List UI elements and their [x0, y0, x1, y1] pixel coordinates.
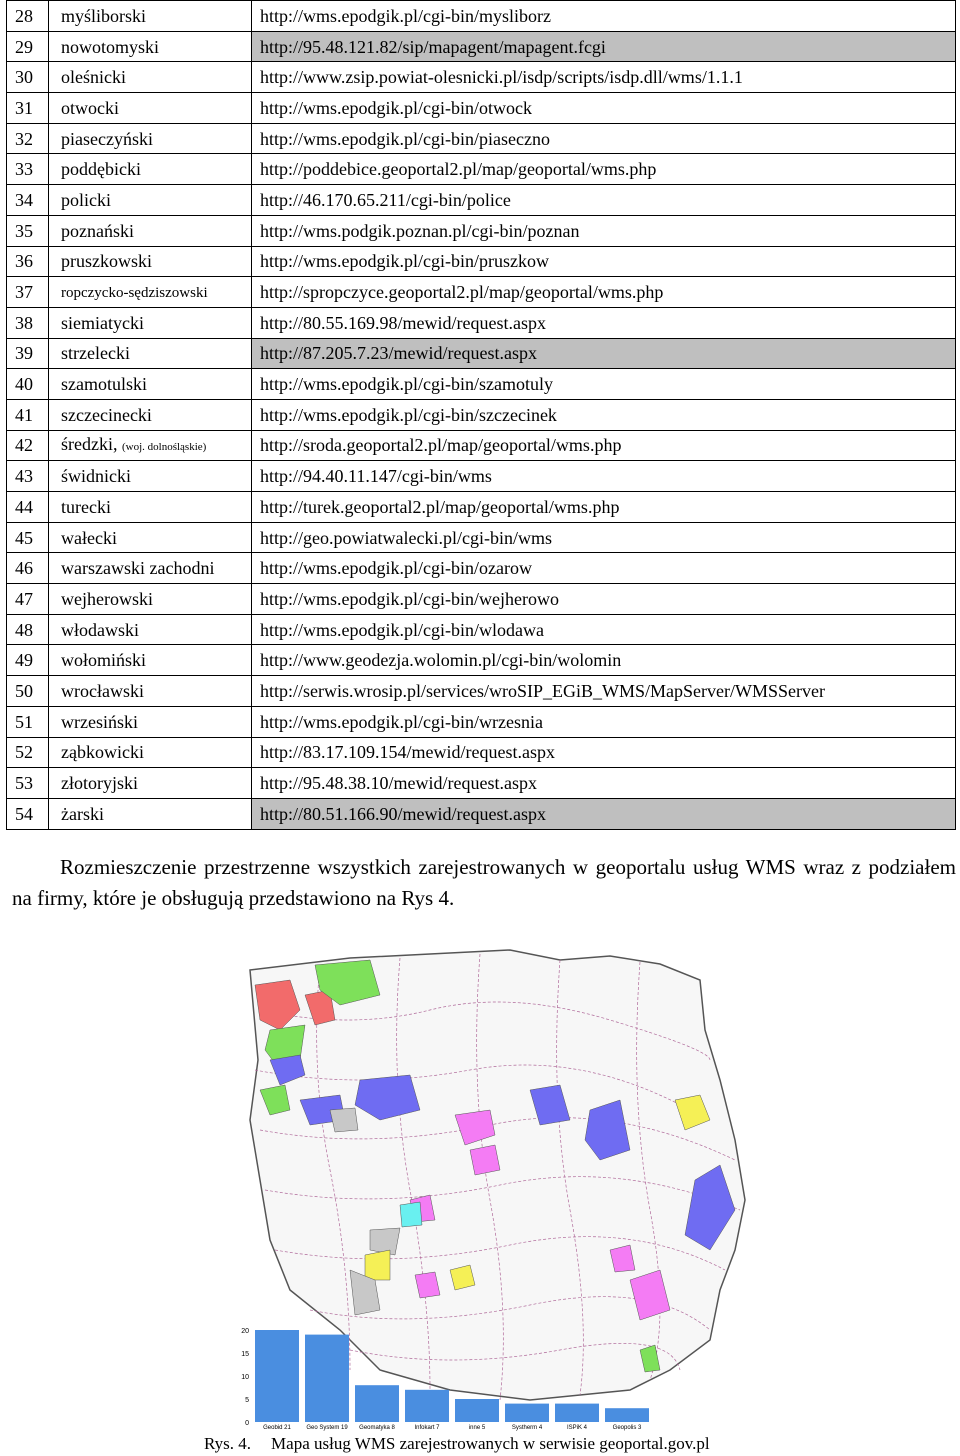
wms-url: http://www.zsip.powiat-olesnicki.pl/isdp/scripts/isdp.dll/wms/1.1.1 — [252, 62, 956, 93]
wms-url: http://wms.epodgik.pl/cgi-bin/szamotuly — [252, 369, 956, 400]
district-name-text: wrzesiński — [61, 711, 138, 732]
table-row — [7, 492, 956, 523]
poland-map — [230, 950, 750, 1431]
table-row — [7, 676, 956, 707]
district-name-text: żarski — [61, 803, 104, 824]
district-name-text: szczecinecki — [61, 404, 152, 425]
table-row — [7, 553, 956, 584]
table-row — [7, 522, 956, 553]
x-tick-label: Systherm 4 — [511, 1425, 543, 1431]
district-gray — [330, 1108, 358, 1132]
wms-url: http://serwis.wrosip.pl/services/wroSIP_EGiB_WMS/MapServer/WMSServer — [252, 676, 956, 707]
wms-url: http://poddebice.geoportal2.pl/map/geoportal/wms.php — [252, 154, 956, 185]
table-row — [7, 706, 956, 737]
x-tick-label: Geobid 21 — [263, 1425, 291, 1431]
table-row — [7, 338, 956, 369]
wms-url: http://46.170.65.211/cgi-bin/police — [252, 185, 956, 216]
row-number: 51 — [7, 706, 49, 737]
row-number: 54 — [7, 798, 49, 829]
bar — [605, 1408, 649, 1422]
wms-table — [6, 0, 956, 830]
row-number: 35 — [7, 215, 49, 246]
district-name-text: oleśnicki — [61, 67, 126, 88]
district-name — [49, 706, 252, 737]
district-name — [49, 369, 252, 400]
table-row — [7, 369, 956, 400]
district-name-text: policki — [61, 189, 111, 210]
district-name — [49, 461, 252, 492]
wms-url: http://87.205.7.23/mewid/request.aspx — [252, 338, 956, 369]
row-number: 50 — [7, 676, 49, 707]
wms-url: http://wms.epodgik.pl/cgi-bin/ozarow — [252, 553, 956, 584]
district-name — [49, 93, 252, 124]
district-name — [49, 338, 252, 369]
row-number: 29 — [7, 31, 49, 62]
x-tick-label: Geopolis 3 — [612, 1425, 642, 1431]
wms-url: http://80.55.169.98/mewid/request.aspx — [252, 307, 956, 338]
wms-url: http://sroda.geoportal2.pl/map/geoportal/wms.php — [252, 430, 956, 461]
row-number: 43 — [7, 461, 49, 492]
row-number: 49 — [7, 645, 49, 676]
district-name-text: poznański — [61, 220, 134, 241]
district-name-text: nowotomyski — [61, 36, 160, 57]
table-row — [7, 737, 956, 768]
wms-url: http://wms.epodgik.pl/cgi-bin/wlodawa — [252, 614, 956, 645]
district-name — [49, 584, 252, 615]
table-row — [7, 123, 956, 154]
district-name — [49, 798, 252, 829]
district-name-text: wejherowski — [61, 588, 153, 609]
wms-url: http://95.48.121.82/sip/mapagent/mapagent.fcgi — [252, 31, 956, 62]
wms-url: http://wms.epodgik.pl/cgi-bin/wejherowo — [252, 584, 956, 615]
wms-url: http://80.51.166.90/mewid/request.aspx — [252, 798, 956, 829]
district-name — [49, 614, 252, 645]
wms-url: http://wms.epodgik.pl/cgi-bin/piaseczno — [252, 123, 956, 154]
wms-url: http://turek.geoportal2.pl/map/geoportal/wms.php — [252, 492, 956, 523]
district-name — [49, 185, 252, 216]
table-row — [7, 768, 956, 799]
row-number: 40 — [7, 369, 49, 400]
table-row — [7, 277, 956, 308]
row-number: 31 — [7, 93, 49, 124]
x-tick-label: ISPiK 4 — [566, 1425, 588, 1431]
table-row — [7, 246, 956, 277]
wms-url: http://wms.podgik.poznan.pl/cgi-bin/poznan — [252, 215, 956, 246]
y-tick-label: 15 — [241, 1351, 249, 1358]
row-number: 33 — [7, 154, 49, 185]
row-number: 30 — [7, 62, 49, 93]
caption-label: Rys. 4. — [204, 1434, 252, 1453]
district-name-text: turecki — [61, 496, 111, 517]
wms-url: http://95.48.38.10/mewid/request.aspx — [252, 768, 956, 799]
table-row — [7, 93, 956, 124]
table-row — [7, 430, 956, 461]
table-row — [7, 31, 956, 62]
district-name-text: średzki, — [61, 433, 118, 454]
district-name — [49, 62, 252, 93]
table-row — [7, 399, 956, 430]
district-magenta — [470, 1145, 500, 1175]
row-number: 37 — [7, 277, 49, 308]
figure-map — [230, 950, 750, 1431]
y-tick-label: 5 — [245, 1397, 249, 1404]
district-yellow — [365, 1250, 390, 1280]
row-number: 42 — [7, 430, 49, 461]
district-name — [49, 737, 252, 768]
district-name — [49, 768, 252, 799]
table-row — [7, 645, 956, 676]
district-name — [49, 553, 252, 584]
district-name-text: myśliborski — [61, 5, 147, 26]
district-name — [49, 246, 252, 277]
x-tick-label: Geo System 19 — [306, 1425, 348, 1431]
district-cyan — [400, 1202, 422, 1227]
row-number: 44 — [7, 492, 49, 523]
caption-text: Mapa usług WMS zarejestrowanych w serwisie geoportal.gov.pl — [271, 1434, 710, 1453]
row-number: 34 — [7, 185, 49, 216]
district-name-text: wałecki — [61, 527, 117, 548]
body-paragraph: Rozmieszczenie przestrzenne wszystkich zarejestrowanych w geoportalu usług WMS wraz z podziałem na firmy, które je obsługują przedstawiono na Rys 4. — [12, 855, 956, 910]
table-row — [7, 614, 956, 645]
bar — [305, 1335, 349, 1422]
district-name — [49, 1, 252, 32]
table-row — [7, 154, 956, 185]
district-name-text: wołomiński — [61, 650, 147, 671]
district-name — [49, 123, 252, 154]
wms-url: http://94.40.11.147/cgi-bin/wms — [252, 461, 956, 492]
table-row — [7, 584, 956, 615]
row-number: 48 — [7, 614, 49, 645]
row-number: 32 — [7, 123, 49, 154]
district-name — [49, 307, 252, 338]
district-name — [49, 492, 252, 523]
district-name-text: złotoryjski — [61, 773, 138, 794]
district-name — [49, 31, 252, 62]
district-name-text: szamotulski — [61, 374, 147, 395]
x-tick-label: Infokart 7 — [414, 1425, 440, 1431]
bar — [505, 1404, 549, 1422]
wms-url: http://wms.epodgik.pl/cgi-bin/szczecinek — [252, 399, 956, 430]
table-row — [7, 307, 956, 338]
district-name-text: świdnicki — [61, 466, 131, 487]
row-number: 46 — [7, 553, 49, 584]
district-name-text: włodawski — [61, 619, 139, 640]
wms-url: http://wms.epodgik.pl/cgi-bin/mysliborz — [252, 1, 956, 32]
district-name-text: wrocławski — [61, 680, 144, 701]
table-row — [7, 461, 956, 492]
wms-url: http://spropczyce.geoportal2.pl/map/geoportal/wms.php — [252, 277, 956, 308]
district-name-text: poddębicki — [61, 159, 141, 180]
district-name — [49, 277, 252, 308]
bar — [455, 1399, 499, 1422]
bar — [255, 1330, 299, 1422]
row-number: 28 — [7, 1, 49, 32]
district-name — [49, 430, 252, 461]
table-row — [7, 62, 956, 93]
row-number: 53 — [7, 768, 49, 799]
district-name-text: strzelecki — [61, 343, 130, 364]
district-name-text: piaseczyński — [61, 128, 153, 149]
y-tick-label: 0 — [245, 1420, 249, 1427]
table-row — [7, 215, 956, 246]
row-number: 52 — [7, 737, 49, 768]
bar — [555, 1404, 599, 1422]
district-name-text: otwocki — [61, 97, 119, 118]
y-tick-label: 10 — [241, 1374, 249, 1381]
table-row — [7, 1, 956, 32]
district-name — [49, 676, 252, 707]
district-name — [49, 215, 252, 246]
y-tick-label: 20 — [241, 1328, 249, 1335]
row-number: 39 — [7, 338, 49, 369]
wms-url: http://83.17.109.154/mewid/request.aspx — [252, 737, 956, 768]
wms-url: http://wms.epodgik.pl/cgi-bin/pruszkow — [252, 246, 956, 277]
figure-caption — [204, 1434, 710, 1454]
district-name-note: (woj. dolnośląskie) — [121, 440, 207, 453]
district-name — [49, 399, 252, 430]
row-number: 47 — [7, 584, 49, 615]
district-name-text: ropczycko-sędziszowski — [61, 285, 208, 302]
wms-url: http://geo.powiatwalecki.pl/cgi-bin/wms — [252, 522, 956, 553]
row-number: 45 — [7, 522, 49, 553]
x-tick-label: inne 5 — [468, 1425, 486, 1431]
district-name-text: pruszkowski — [61, 251, 152, 272]
table-row — [7, 798, 956, 829]
row-number: 36 — [7, 246, 49, 277]
x-tick-label: Geomatyka 8 — [359, 1425, 395, 1431]
wms-url: http://wms.epodgik.pl/cgi-bin/otwock — [252, 93, 956, 124]
table-row — [7, 185, 956, 216]
district-name — [49, 154, 252, 185]
bar — [405, 1390, 449, 1422]
row-number: 38 — [7, 307, 49, 338]
wms-url: http://wms.epodgik.pl/cgi-bin/wrzesnia — [252, 706, 956, 737]
bar — [355, 1385, 399, 1422]
district-name-text: warszawski zachodni — [61, 558, 215, 579]
district-name-text: siemiatycki — [61, 312, 144, 333]
wms-url: http://www.geodezja.wolomin.pl/cgi-bin/wolomin — [252, 645, 956, 676]
row-number: 41 — [7, 399, 49, 430]
district-name-text: ząbkowicki — [61, 742, 144, 763]
district-name — [49, 645, 252, 676]
district-name — [49, 522, 252, 553]
